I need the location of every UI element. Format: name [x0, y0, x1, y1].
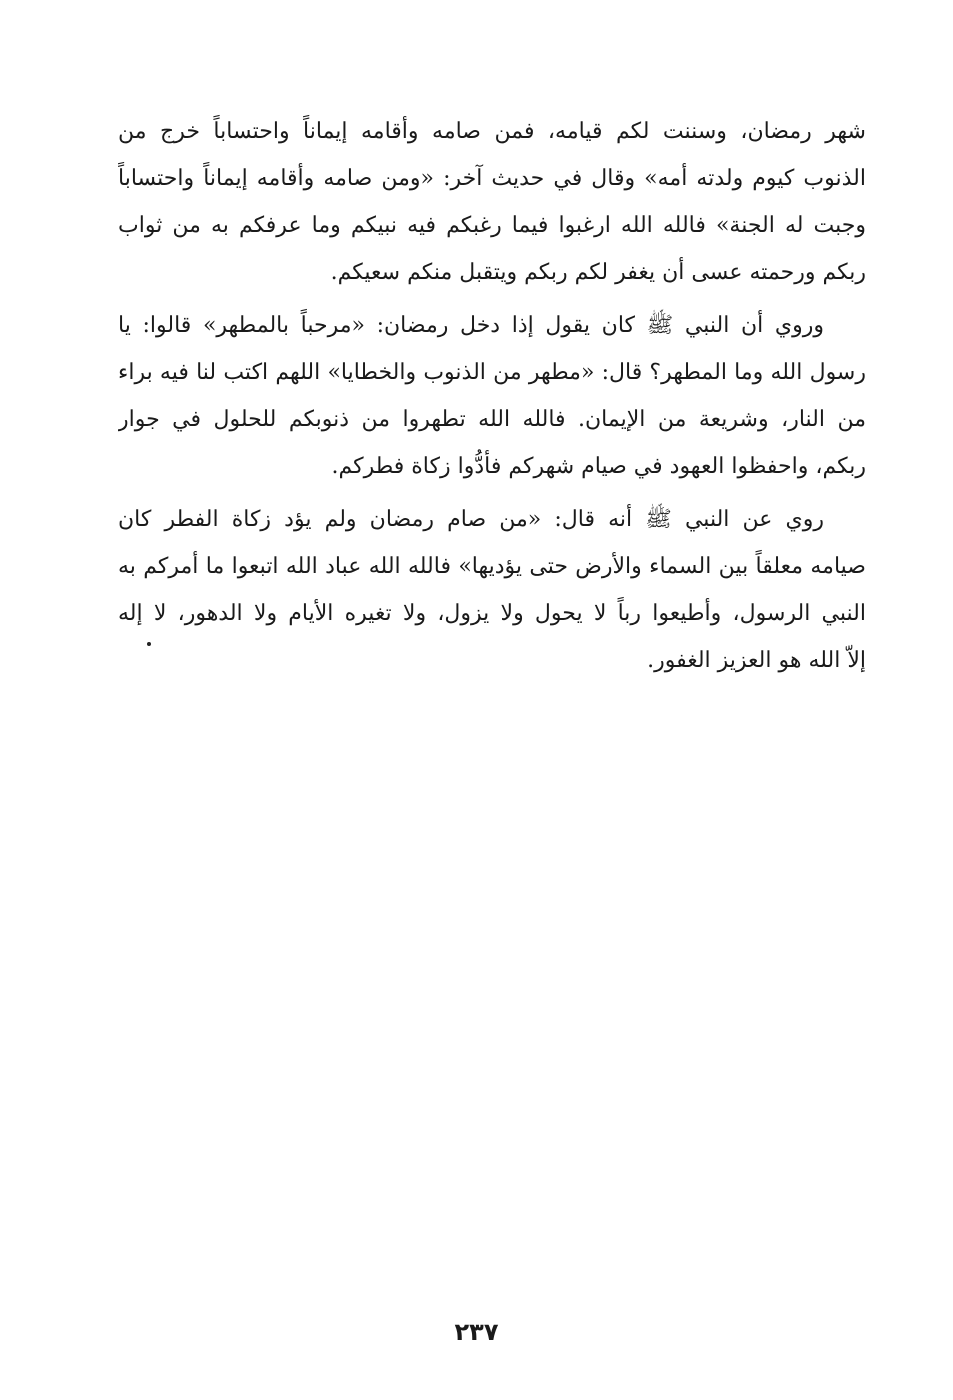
- text-line: ربكم ورحمته عسى أن يغفر لكم ربكم ويتقبل منكم سعيكم.: [330, 260, 866, 285]
- text-line: من النار، وشريعة من الإيمان. فالله الله تطهروا من ذنوبكم للحلول في جوار: [118, 407, 866, 432]
- text-line: وروي أن النبي ﷺ كان يقول إذا دخل رمضان: «مرحباً بالمطهر» قالوا: يا: [118, 313, 824, 338]
- text-line: شهر رمضان، وسننت لكم قيامه، فمن صامه وأقامه إيماناً واحتساباً خرج من: [118, 119, 866, 144]
- print-speck: [147, 642, 151, 646]
- text-line: روي عن النبي ﷺ أنه قال: «من صام رمضان ولم يؤد زكاة الفطر كان: [118, 507, 824, 532]
- text-line: الذنوب كيوم ولدته أمه» وقال في حديث آخر: «ومن صامه وأقامه إيماناً واحتساباً: [118, 166, 866, 191]
- text-line: رسول الله وما المطهر؟ قال: «مطهر من الذنوب والخطايا» اللهم اكتب لنا فيه براء: [118, 360, 866, 385]
- page-number: ٢٣٧: [454, 1318, 499, 1346]
- paragraph-2: [118, 302, 866, 490]
- text-line: ربكم، واحفظوا العهود في صيام شهركم فأدُّوا زكاة فطركم.: [331, 454, 866, 479]
- text-line: وجبت له الجنة» فالله الله ارغبوا فيما رغبكم فيه نبيكم وما عرفكم به من ثواب: [118, 213, 866, 238]
- paragraph-1: [118, 108, 866, 296]
- text-line: النبي الرسول، وأطيعوا رباً لا يحول ولا يزول، ولا تغيره الأيام ولا الدهور، لا إله: [118, 601, 866, 626]
- text-line: صيامه معلقاً بين السماء والأرض حتى يؤديها» فالله الله عباد الله اتبعوا ما أمركم به: [118, 554, 866, 579]
- body-text: [118, 108, 866, 690]
- text-line: إلاّ الله هو العزيز الغفور.: [647, 648, 866, 673]
- paragraph-3: [118, 496, 866, 684]
